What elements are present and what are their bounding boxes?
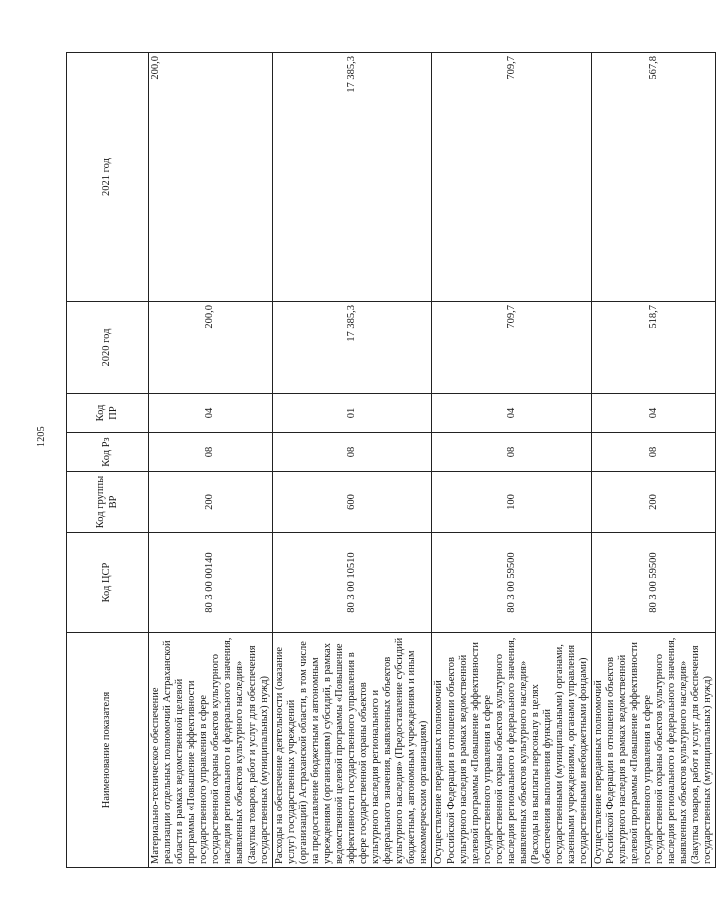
col-header-2020: 2020 год — [67, 302, 149, 394]
col-header-vr: Код группы ВР — [67, 472, 149, 533]
cell-pr: 04 — [592, 394, 716, 433]
cell-vr: 100 — [432, 472, 592, 533]
col-header-csr: Код ЦСР — [67, 533, 149, 633]
cell-vr: 200 — [592, 472, 716, 533]
col-header-pr: Код ПР — [67, 394, 149, 433]
cell-2020: 518,7 — [592, 302, 716, 394]
cell-name: Осуществление переданных полномочий Российской Федерации в отношении объектов культурного наследия в рамках ведомственной целевой программы «Повышение эффективности государственного управления в сфере государственной охраны объектов культурного наследия регионального и федерального значения, выявленных объектов культурного наследия» (Закупка товаров, работ и услуг для обеспечения государственных (муниципальных) нужд) — [592, 633, 716, 868]
cell-2021: 200,0 — [149, 53, 273, 302]
cell-pr: 04 — [149, 394, 273, 433]
col-header-rz: Код Рз — [67, 433, 149, 472]
cell-pr: 01 — [272, 394, 432, 433]
cell-rz: 08 — [432, 433, 592, 472]
cell-2021: 709,7 — [432, 53, 592, 302]
cell-2020: 17 385,3 — [272, 302, 432, 394]
budget-table — [66, 52, 716, 868]
cell-vr: 600 — [272, 472, 432, 533]
table-row — [272, 53, 432, 868]
cell-2021: 17 385,3 — [272, 53, 432, 302]
table-row — [592, 53, 716, 868]
cell-csr: 80 3 00 10510 — [272, 533, 432, 633]
cell-pr: 04 — [432, 394, 592, 433]
cell-rz: 08 — [592, 433, 716, 472]
cell-vr: 200 — [149, 472, 273, 533]
cell-2020: 709,7 — [432, 302, 592, 394]
cell-name: Материально-техническое обеспечение реализации отдельных полномочий Астраханской области в рамках ведомственной целевой программы «Повышение эффективности государственного управления в сфере государственной охраны объектов культурного наследия регионального и федерального значения, выявленных объектов культурного наследия» (Закупка товаров, работ и услуг для обеспечения государственных (муниципальных) нужд) — [149, 633, 273, 868]
page-number: 1205 — [36, 426, 47, 447]
cell-2020: 200,0 — [149, 302, 273, 394]
cell-csr: 80 3 00 00140 — [149, 533, 273, 633]
table-header-row — [67, 53, 149, 868]
cell-csr: 80 3 00 59500 — [432, 533, 592, 633]
rotated-table-wrapper — [66, 53, 713, 868]
table-row — [149, 53, 273, 868]
cell-name: Осуществление переданных полномочий Российской Федерации в отношении объектов культурного наследия в рамках ведомственной целевой программы «Повышение эффективности государственного управления в сфере государственной охраны объектов культурного наследия регионального и федерального значения, выявленных объектов культурного наследия» (Расходы на выплаты персоналу в целях обеспечения выполнения функций государственными (муниципальными) органами, казенными учреждениями, органами управления государственными внебюджетными фондами) — [432, 633, 592, 868]
col-header-name: Наименование показателя — [67, 633, 149, 868]
cell-rz: 08 — [149, 433, 273, 472]
cell-rz: 08 — [272, 433, 432, 472]
cell-2021: 567,8 — [592, 53, 716, 302]
col-header-2021: 2021 год — [67, 53, 149, 302]
cell-name: Расходы на обеспечение деятельности (оказание услуг) государственных учреждений (организаций) Астраханской области, в том числе на предоставление бюджетным и автономным учреждениям (организациям) субсидий, в рамках ведомственной целевой программы «Повышение эффективности государственного управления в сфере государственной охраны объектов культурного наследия регионального и федерального значения, выявленных объектов культурного наследия» (Предоставление субсидий бюджетным, автономным учреждениям и иным некоммерческим организациям) — [272, 633, 432, 868]
cell-csr: 80 3 00 59500 — [592, 533, 716, 633]
table-row — [432, 53, 592, 868]
